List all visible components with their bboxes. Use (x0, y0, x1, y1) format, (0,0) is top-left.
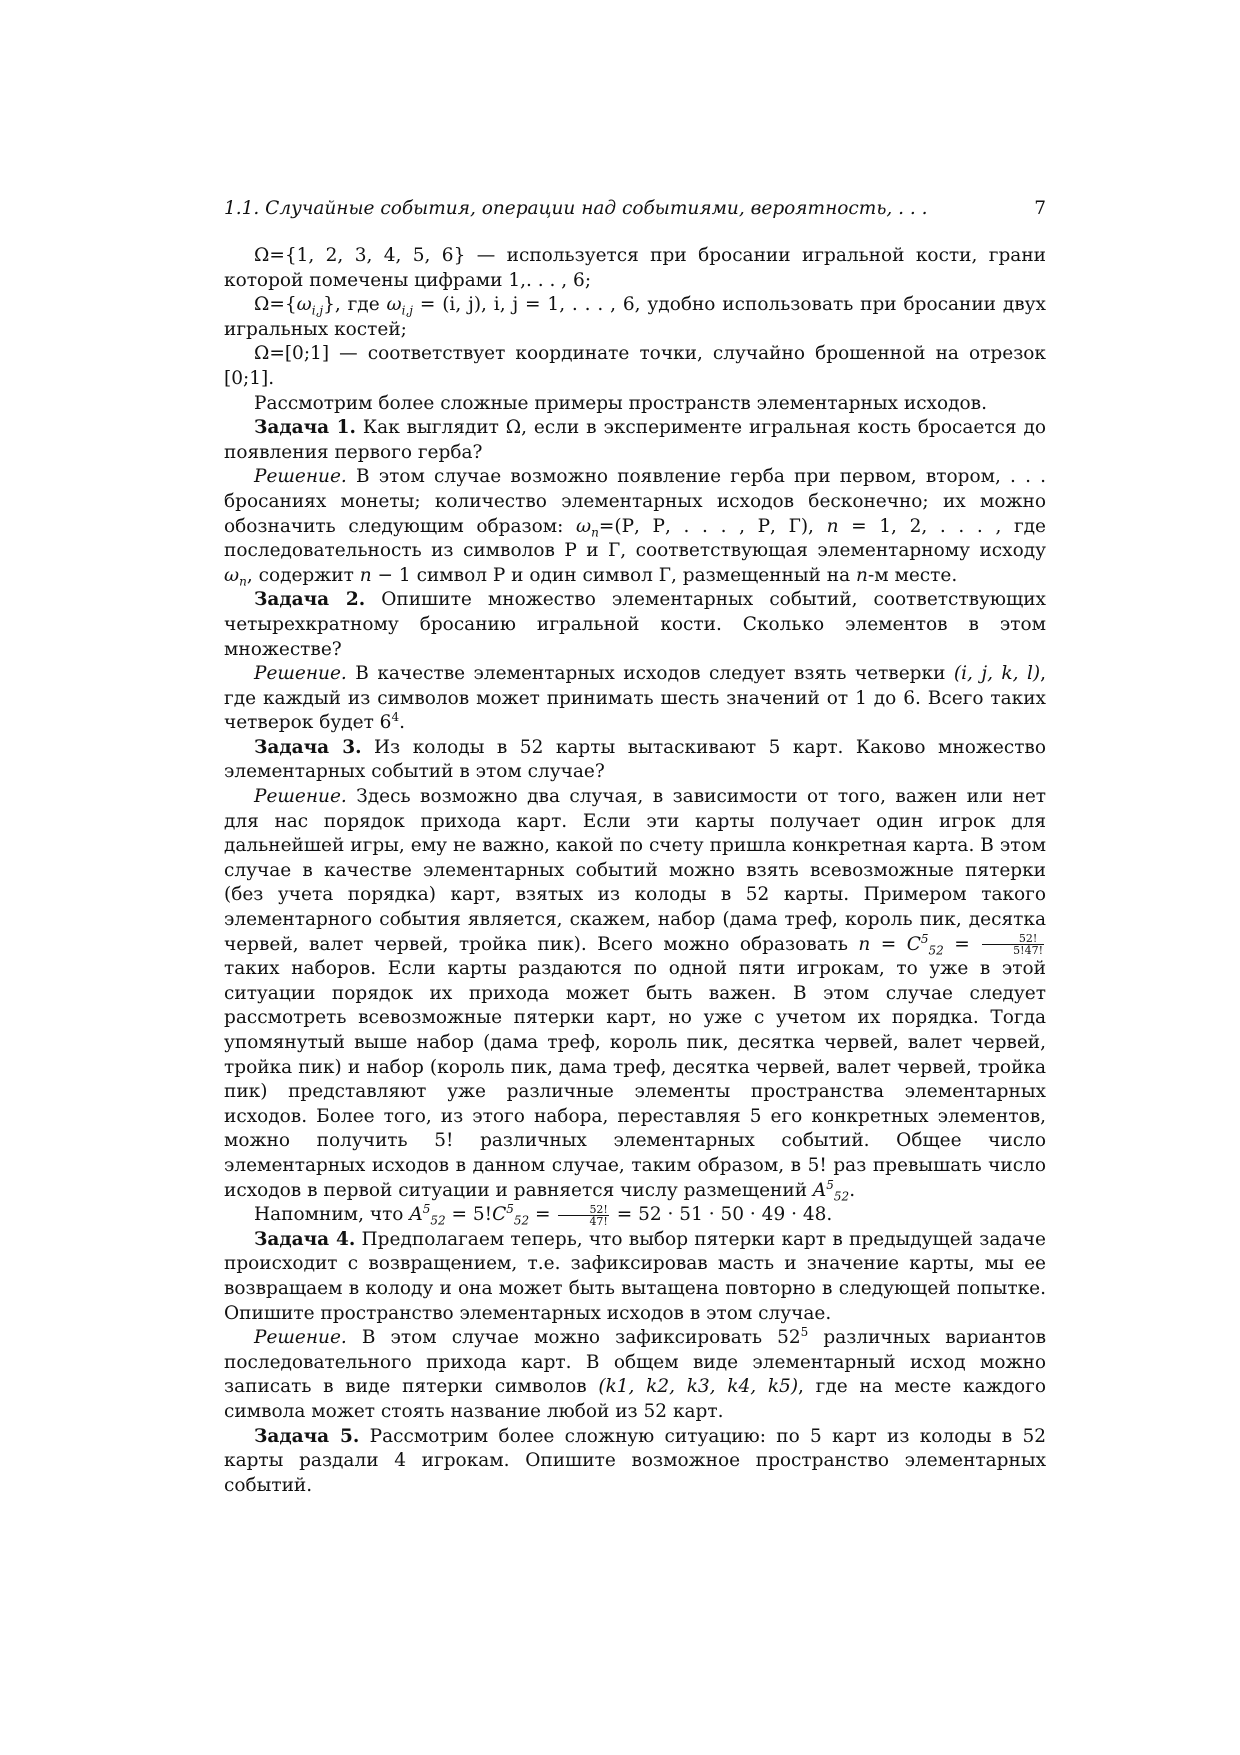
text-fragment: В качестве элементарных исходов следует взять четверки (346, 663, 954, 685)
math-subscript: i,j (401, 303, 413, 318)
text-fragment: , содержит (246, 564, 360, 586)
paragraph-intro (224, 392, 1046, 417)
task-label: Задача 1. (254, 417, 356, 439)
task-4 (224, 1228, 1046, 1326)
fraction-numerator: 52! (558, 1204, 608, 1216)
text-fragment: В этом случае можно зафиксировать 52 (346, 1327, 801, 1349)
math-n: n (856, 564, 868, 586)
solution-label: Решение. (254, 1327, 347, 1349)
text-fragment: }, где (323, 294, 387, 316)
text-fragment: − 1 символ Р и один символ Г, размещенный на (371, 564, 857, 586)
page (224, 196, 1046, 1498)
text-fragment: , где каждый из символов может принимать шесть значений от 1 до 6. Всего таких четверок будет 6 (224, 663, 1047, 734)
text-fragment: Здесь возможно два случая, в зависимости от того, важен или нет для нас порядок прихода карт. Если эти карты получает один игрок для дальнейшей игры, ему не важно, какой по счету пришла конкретная карта. В этом случае в качестве элементарных событий можно взять всевозможные пятерки (без учета порядка) карт, взятых из колоды в 52 карты. Примером такого элементарного события является, скажем, набор (дама треф, король пик, десятка червей, валет червей, тройка пик). Всего можно образовать (224, 786, 1046, 955)
math-tuple: (k1, k2, k3, k4, k5) (598, 1376, 799, 1398)
math-subscript: n (591, 525, 599, 540)
paragraph-text: Рассмотрим более сложные примеры пространств элементарных исходов. (254, 392, 987, 414)
solution-2: Решение. В качестве элементарных исходов следует взять четверки (i, j, k, l), где каждый из символов может принимать шесть значений от 1 до 6. Всего таких четверок будет $6^4$. (224, 663, 1047, 734)
paragraph-omega-interval (224, 342, 1046, 391)
running-header (224, 196, 1046, 222)
text-fragment: =(Р, Р, . . . , Р, Г), (598, 515, 827, 537)
math-exponent: 5 (800, 1324, 809, 1339)
math-exponent: 4 (391, 710, 400, 725)
task-5 (224, 1425, 1046, 1499)
paragraph-text: Ω={1, 2, 3, 4, 5, 6} — используется при бросании игральной кости, грани которой помечены цифрами 1,. . . , 6; (224, 245, 1046, 291)
task-text: Рассмотрим более сложную ситуацию: по 5 карт из колоды в 52 карты раздали 4 игрокам. Опишите возможное пространство элементарных событий. (224, 1425, 1046, 1496)
math-omega-n (576, 515, 599, 540)
math-omega: ω (224, 564, 240, 586)
solution-3: Решение. Здесь возможно два случая, в зависимости от того, важен или нет для нас порядок прихода карт. Если эти карты получает один игрок для дальнейшей игры, ему не важно, какой по счету пришла конкретная карта. В этом случае в качестве элементарных событий можно взять всевозможные пятерки (без учета порядка) карт, взятых из колоды в 52 карты. Примером такого элементарного события является, скажем, набор (дама треф, король пик, десятка червей, валет червей, тройка пик). Всего можно образовать $n = C^5_{52}$ = $\frac{52!}{5!47!}$ таких наборов. Если карты раздаются по одной пяти игрокам, то уже в этой ситуации порядок их прихода может быть важен. В этом случае следует рассмотреть всевозможные пятерки карт, но уже с учетом их порядка. Тогда упомянутый выше набор (дама треф, король пик, десятка червей, валет червей, тройка пик) и набор (король пик, дама треф, десятка червей, валет червей, тройка пик) представляют уже различные элементы пространства элементарных исходов. Более того, из этого набора, переставляя 5 его конкретных элементов, можно получить 5! различных элементарных событий. Общее число элементарных исходов в данном случае, таким образом, в 5! раз превышать число исходов в первой ситуации и равняется числу размещений $A^5_{52}$. (224, 786, 1046, 1204)
math-n: n (826, 515, 839, 537)
task-text: Предполагаем теперь, что выбор пятерки карт в предыдущей задаче происходит с возвращением, т.е. зафиксировав масть и значение карты, мы ее возвращаем в колоду и она может быть вытащена повторно в следующей попытке. Опишите пространство элементарных исходов в этом случае. (224, 1228, 1046, 1324)
task-label: Задача 5. (254, 1425, 360, 1447)
task-1 (224, 416, 1046, 465)
text-fragment: В этом случае возможно появление герба при первом, втором, . . . бросаниях монеты; количество элементарных исходов бесконечно; их можно обозначить следующим образом: (224, 466, 1046, 537)
math-arrangement: $A^5_{52}$ (812, 1177, 850, 1204)
fraction-combination (982, 933, 1044, 956)
math-omega: ω (576, 515, 592, 537)
math-omega-n (224, 564, 247, 589)
text-fragment: , где на месте каждого символа может стоять название любой из 52 карт. (224, 1376, 1046, 1422)
math-omega: ω (296, 294, 312, 316)
task-2 (224, 588, 1046, 662)
solution-label: Решение. (254, 466, 347, 488)
text-fragment: = 5! (445, 1204, 493, 1226)
math-combination: $n = C^5_{52}$ = (858, 931, 981, 958)
solution-label: Решение. (254, 663, 347, 685)
text-fragment: = (i, j), i, j = 1, . . . , 6, удобно использовать при бросании двух игральных костей; (224, 294, 1046, 340)
page-number: 7 (1034, 198, 1046, 219)
solution-1 (224, 465, 1046, 588)
fraction-denominator: 5!47! (1013, 944, 1043, 958)
task-label: Задача 4. (254, 1228, 356, 1250)
task-text: Опишите множество элементарных событий, соответствующих четырехкратному бросанию игральной кости. Сколько элементов в этом множестве? (224, 589, 1046, 660)
task-3 (224, 736, 1046, 785)
solution-label: Решение. (254, 786, 347, 808)
solution-4 (224, 1326, 1046, 1424)
fraction-denominator: 47! (589, 1214, 608, 1228)
task-text: Из колоды в 52 карты вытаскивают 5 карт. Каково множество элементарных событий в этом случае? (224, 736, 1046, 783)
paragraph-omega-pairs (224, 293, 1046, 342)
paragraph-text: Ω=[0;1] — соответствует координате точки, случайно брошенной на отрезок [0;1]. (224, 343, 1046, 389)
text-fragment: = 52 · 51 · 50 · 49 · 48. (610, 1204, 833, 1226)
task-label: Задача 2. (254, 589, 366, 611)
task-text: Как выглядит Ω, если в эксперименте игральная кость бросается до появления первого герба? (224, 417, 1046, 463)
math-n: n (359, 564, 372, 586)
paragraph-omega-die (224, 244, 1046, 293)
fraction-numerator: 52! (982, 933, 1044, 945)
text-fragment: -м месте. (867, 564, 958, 586)
running-title: 1.1. Случайные события, операции над событиями, вероятность, . . . (224, 198, 928, 219)
text-fragment: = 1, 2, . . . , где последовательность из символов Р и Г, соответствующая элементарному исходу (224, 515, 1046, 562)
text-fragment: таких наборов. Если карты раздаются по одной пяти игрокам, то уже в этой ситуации порядок их прихода может быть важен. В этом случае следует рассмотреть всевозможные пятерки карт, но уже с учетом их порядка. Тогда упомянутый выше набор (дама треф, король пик, десятка червей, валет червей, тройка пик) и набор (король пик, дама треф, десятка червей, валет червей, тройка пик) представляют уже различные элементы пространства элементарных исходов. Более того, из этого набора, переставляя 5 его конкретных элементов, можно получить 5! различных элементарных событий. Общее число элементарных исходов в данном случае, таким образом, в 5! раз превышать число исходов в первой ситуации и равняется числу размещений (224, 958, 1046, 1201)
math-tuple: (i, j, k, l) (953, 663, 1041, 685)
text-fragment: различных вариантов последовательного прихода карт. В общем виде элементарный исход можно записать в виде пятерки символов (224, 1327, 1046, 1398)
text-fragment: Ω={ (254, 294, 297, 316)
math-omega: ω (386, 294, 402, 316)
math-subscript: n (239, 574, 247, 589)
math-combination: $C^5_{52}$ = (492, 1202, 557, 1228)
math-arrangement: $A^5_{52}$ (409, 1202, 446, 1228)
text-fragment: Напомним, что (254, 1204, 410, 1226)
reminder-formula (224, 1203, 1046, 1228)
math-subscript: i,j (311, 303, 324, 318)
task-label: Задача 3. (254, 736, 362, 758)
body-text (224, 244, 1046, 1498)
fraction-factorial (558, 1204, 608, 1227)
